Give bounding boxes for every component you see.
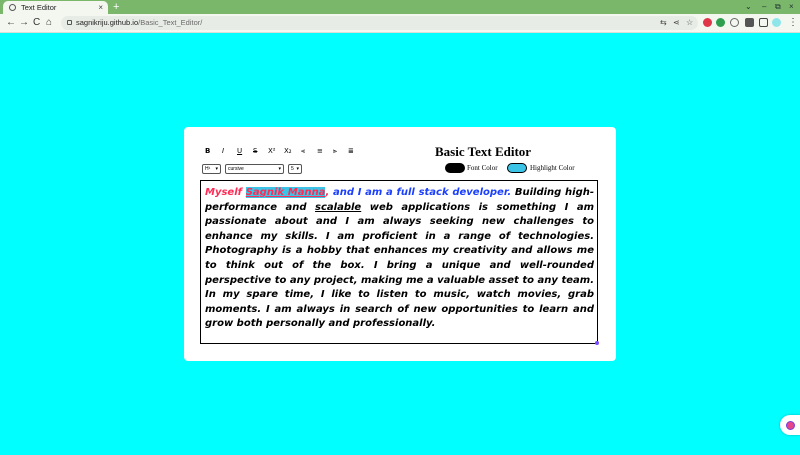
heading-select[interactable] <box>202 164 221 174</box>
body-text-start: Building high-performance and <box>205 187 595 213</box>
browser-menu-icon[interactable]: ⋮ <box>788 17 798 28</box>
brain-icon <box>786 421 795 430</box>
address-bar[interactable] <box>61 16 698 30</box>
editor-card <box>184 127 616 361</box>
body-text-end: web applications is something I am passionate about and I am always seeking new challenges to enhance my skills. I am proficient in a range of technologies. Photography is a hobby that enhances my creativity and allows me to think out of the box. I bring a unique and well-rounded perspective to any project, making me a valuable asset to any team. In my spare time, I like to listen to music, watch movies, grab moments. I am always in search of new opportunities to learn and grow both personally and professionally. <box>205 201 595 330</box>
strikethrough-button[interactable]: S <box>253 147 258 155</box>
heading-select-value: H¹ <box>205 166 211 172</box>
font-color-picker[interactable] <box>445 163 465 173</box>
intro-text: Myself <box>205 187 242 198</box>
extension-timer-icon[interactable] <box>730 18 739 27</box>
justify-icon[interactable]: ≣ <box>348 147 354 155</box>
url-text: sagnikriju.github.io/Basic_Text_Editor/ <box>76 18 203 27</box>
side-panel-icon[interactable] <box>759 18 768 27</box>
tab-search-icon[interactable]: ⌄ <box>745 2 752 11</box>
browser-tab[interactable] <box>3 1 108 14</box>
italic-button[interactable]: I <box>222 147 225 155</box>
extensions-puzzle-icon[interactable] <box>745 18 754 27</box>
globe-icon <box>9 4 16 11</box>
restore-icon[interactable]: ⧉ <box>775 2 781 11</box>
highlight-color-label: Highlight Color <box>530 164 575 172</box>
share-icon[interactable]: ⋖ <box>673 18 680 27</box>
underlined-word: scalable <box>315 201 362 213</box>
chevron-down-icon: ▾ <box>278 166 281 172</box>
home-icon[interactable]: ⌂ <box>46 17 53 28</box>
bookmark-star-icon[interactable]: ☆ <box>686 18 694 27</box>
resize-handle[interactable] <box>595 341 599 345</box>
font-color-label: Font Color <box>467 164 498 172</box>
reload-icon[interactable]: C <box>33 17 41 28</box>
floating-extension-button[interactable] <box>780 415 800 435</box>
align-right-icon[interactable]: ⫸ <box>333 147 337 155</box>
font-family-select-value: cursive <box>228 166 244 172</box>
comma-text: , <box>325 187 330 198</box>
page-title: Basic Text Editor <box>435 144 532 159</box>
align-center-icon[interactable]: ≡ <box>317 147 323 155</box>
forward-icon[interactable]: → <box>19 17 29 28</box>
lock-icon[interactable] <box>67 20 72 25</box>
translate-icon[interactable]: ⇆ <box>660 18 667 27</box>
browser-toolbar <box>0 14 800 33</box>
superscript-button[interactable]: X² <box>268 147 276 155</box>
subscript-button[interactable]: X₂ <box>284 147 292 155</box>
role-text: and I am a full stack developer. <box>332 187 512 198</box>
highlighted-name: Sagnik Manna <box>245 187 326 198</box>
editor-content-area[interactable] <box>200 180 598 344</box>
tab-title: Text Editor <box>21 3 57 12</box>
window-close-icon[interactable]: × <box>789 2 794 11</box>
new-tab-button[interactable]: + <box>113 1 120 13</box>
extension-adblock-icon[interactable] <box>703 18 712 27</box>
font-size-select-value: 5 <box>291 166 294 172</box>
back-icon[interactable]: ← <box>6 17 16 28</box>
chevron-down-icon: ▾ <box>215 166 218 172</box>
font-family-select[interactable] <box>225 164 284 174</box>
align-left-icon[interactable]: ⫷ <box>301 147 305 155</box>
highlight-color-picker[interactable] <box>507 163 527 173</box>
font-size-select[interactable] <box>288 164 302 174</box>
underline-button[interactable]: U <box>237 147 243 155</box>
profile-avatar[interactable] <box>772 18 781 27</box>
browser-tab-strip <box>0 0 800 14</box>
tab-close-icon[interactable]: × <box>98 3 103 12</box>
minimize-icon[interactable]: – <box>762 2 767 11</box>
chevron-down-icon: ▾ <box>296 166 299 172</box>
extension-green-icon[interactable] <box>716 18 725 27</box>
bold-button[interactable]: B <box>205 147 211 155</box>
